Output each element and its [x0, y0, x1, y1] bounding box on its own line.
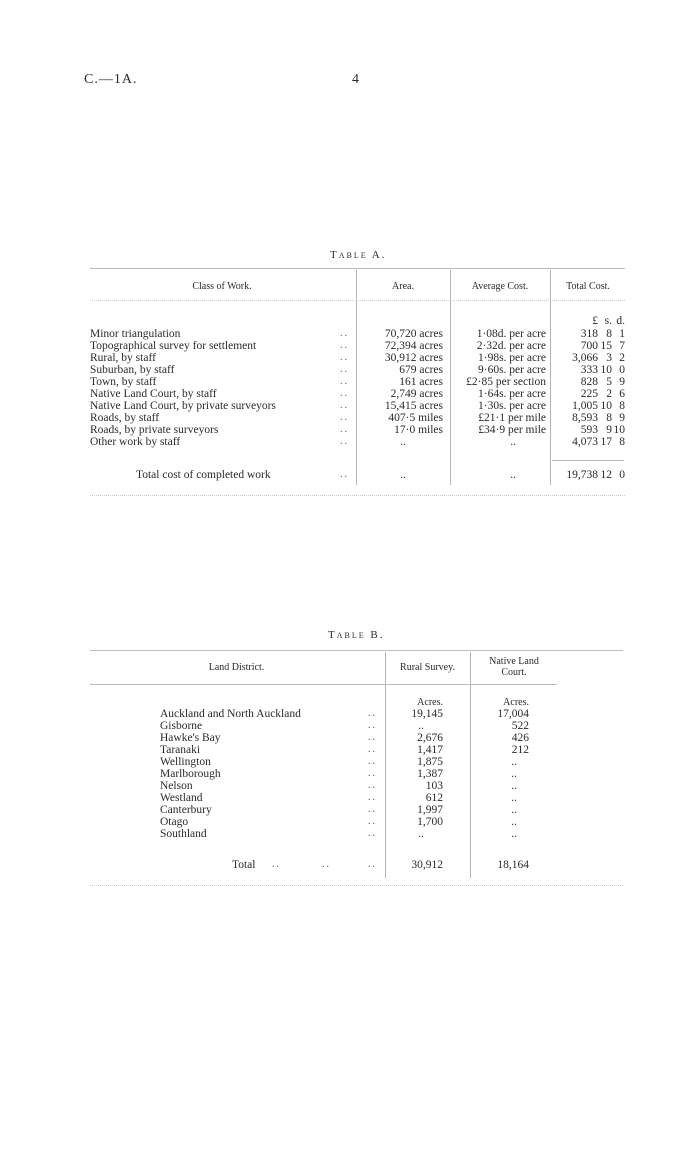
table-a-col-average: Average Cost.: [471, 281, 529, 292]
page-number: 4: [352, 72, 360, 87]
table-b-caption: Table B.: [328, 629, 385, 641]
pounds-unit: £: [592, 315, 598, 327]
pence-unit: d.: [616, 315, 625, 327]
table-a: Class of Work. Area. Average Cost. Total Cost. £ s. d. Minor triangulation .. 70,720 acres 1·08d. per acre 318 8 1 Topographical survey for settlement .. 72,394 acres 2·32d. per acre 700 15 7 Rural, by staff .. 30,912 acres 1·98s. per acre 3,066 3 2 Suburban, by staff .. 679 acres 9·60s. per acre 333 10 0 Town, by staff .. 161 acres £2·85 per section 828 5 9 Native Land Court, by staff .. 2,749 acres 1·64s. per acre 225 2 6 Native Land Court, by private surveyors .. 15,415 acres 1·30s. per acre 1,005 10 8 Roads, by staff .. 407·5 miles £21·1 per mile 8,593 8 9 Roads, by private surveyors .. 17·0 miles £34·9 per mile 593 9 10 Other work by staff .. .. .. 4,073 17 8 Total cost of completed work .. .. .. 19,738 12 0: [0, 0, 700, 520]
document-reference: C.—1A.: [84, 72, 138, 87]
table-b: Land District. Rural Survey. Native Land Court. Acres. Acres. Auckland and North Auckland .. 19,145 17,004 Gisborne .. .. 522 Hawke's Bay .. 2,676 426 Taranaki .. 1,417 212 Wellington .. 1,875 .. Marlborough .. 1,387 .. Nelson .. 103 .. Westland .. 612 .. Canterbury .. 1,997 .. Otago .. 1,700 .. Southland .. .. .. Total .. .. .. 30,912 18,164: [0, 0, 700, 900]
table-b-col-rural: Rural Survey.: [400, 662, 455, 673]
native-unit: Acres.: [503, 697, 529, 708]
table-b-col-native-1: Native Land: [489, 656, 539, 667]
table-a-col-area: Area.: [392, 281, 414, 292]
table-b-header-rule: [90, 684, 557, 685]
table-a-col-total: Total Cost.: [566, 281, 610, 292]
table-b-col-district: Land District.: [208, 662, 265, 673]
table-b-col-native-2: Court.: [501, 667, 527, 678]
table-a-col-class: Class of Work.: [192, 281, 252, 292]
table-b-top-rule: [90, 650, 623, 651]
shillings-unit: s.: [604, 315, 612, 327]
table-b-bottom-rule: [90, 885, 623, 886]
rural-unit: Acres.: [417, 697, 443, 708]
table-a-caption: Table A.: [330, 249, 387, 261]
